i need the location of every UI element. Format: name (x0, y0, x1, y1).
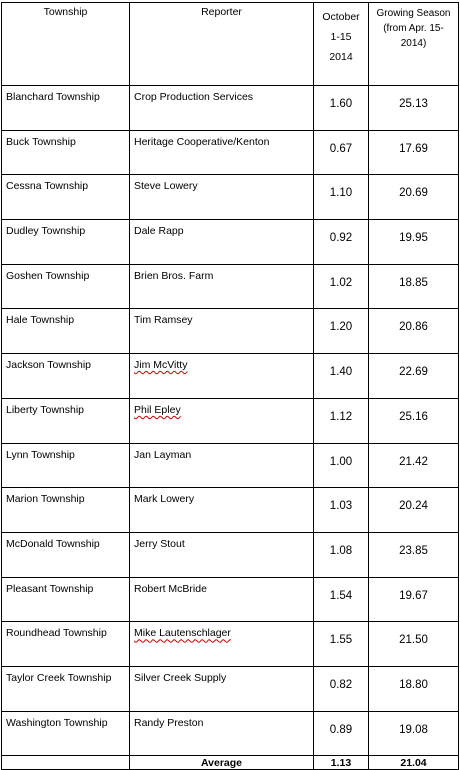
reporter-cell: Jerry Stout (130, 532, 314, 577)
season-header-line2: (from Apr. 15- (383, 23, 444, 34)
average-label: Average (130, 756, 314, 770)
table-row (2, 354, 459, 399)
season-cell: 20.86 (369, 309, 459, 354)
reporter-text: Mike Lautenschlager (134, 627, 231, 640)
average-season: 21.04 (369, 756, 459, 770)
reporter-text: Jim McVitty (134, 359, 188, 372)
october-header-line1: October (322, 11, 360, 23)
season-cell: 18.80 (369, 666, 459, 711)
average-row (2, 756, 459, 770)
october-header-line2: 1-15 (330, 31, 352, 43)
season-cell: 21.42 (369, 443, 459, 488)
table-row (2, 309, 459, 354)
table-row (2, 130, 459, 175)
october-cell: 1.03 (314, 488, 369, 533)
october-cell: 1.00 (314, 443, 369, 488)
township-cell: Taylor Creek Township (2, 666, 130, 711)
table-row (2, 398, 459, 443)
season-cell: 22.69 (369, 354, 459, 399)
reporter-header-text: Reporter (201, 6, 242, 18)
township-cell: Washington Township (2, 711, 130, 756)
table-row (2, 443, 459, 488)
reporter-cell: Robert McBride (130, 577, 314, 622)
reporter-cell: Tim Ramsey (130, 309, 314, 354)
township-cell: Cessna Township (2, 175, 130, 220)
october-cell: 1.60 (314, 86, 369, 131)
reporter-cell (130, 354, 314, 399)
township-header-text: Township (43, 6, 88, 18)
township-cell: Buck Township (2, 130, 130, 175)
township-cell: Pleasant Township (2, 577, 130, 622)
reporter-text: Phil Epley (134, 403, 181, 416)
table-row (2, 577, 459, 622)
reporter-cell: Randy Preston (130, 711, 314, 756)
header-row (2, 3, 459, 86)
season-header (369, 3, 459, 86)
township-cell: Dudley Township (2, 220, 130, 265)
october-cell: 1.08 (314, 532, 369, 577)
reporter-cell (130, 398, 314, 443)
reporter-cell: Mark Lowery (130, 488, 314, 533)
reporter-cell (130, 622, 314, 667)
reporter-cell: Dale Rapp (130, 220, 314, 265)
table-row (2, 488, 459, 533)
township-cell: Liberty Township (2, 398, 130, 443)
township-header (2, 3, 130, 86)
october-cell: 1.20 (314, 309, 369, 354)
october-cell: 1.40 (314, 354, 369, 399)
reporter-header (130, 3, 314, 86)
october-cell: 1.54 (314, 577, 369, 622)
table-row (2, 666, 459, 711)
township-cell: Hale Township (2, 309, 130, 354)
township-cell: Goshen Township (2, 264, 130, 309)
season-cell: 19.95 (369, 220, 459, 265)
season-header-line1: Growing Season (376, 8, 451, 19)
township-cell: McDonald Township (2, 532, 130, 577)
table-row (2, 622, 459, 667)
season-cell: 23.85 (369, 532, 459, 577)
season-cell: 20.69 (369, 175, 459, 220)
table-row (2, 532, 459, 577)
october-header (314, 3, 369, 86)
table-row (2, 86, 459, 131)
october-header-line3: 2014 (329, 51, 353, 63)
season-header-line3: 2014) (400, 38, 427, 49)
season-cell: 17.69 (369, 130, 459, 175)
average-spacer-cell (2, 756, 130, 770)
reporter-cell: Brien Bros. Farm (130, 264, 314, 309)
table-row (2, 220, 459, 265)
township-cell: Jackson Township (2, 354, 130, 399)
township-cell: Lynn Township (2, 443, 130, 488)
reporter-cell: Steve Lowery (130, 175, 314, 220)
season-cell: 18.85 (369, 264, 459, 309)
october-cell: 0.67 (314, 130, 369, 175)
october-cell: 0.89 (314, 711, 369, 756)
october-cell: 1.55 (314, 622, 369, 667)
table-row (2, 711, 459, 756)
reporter-cell: Heritage Cooperative/Kenton (130, 130, 314, 175)
october-cell: 0.92 (314, 220, 369, 265)
township-cell: Blanchard Township (2, 86, 130, 131)
october-cell: 1.12 (314, 398, 369, 443)
october-cell: 1.02 (314, 264, 369, 309)
season-cell: 19.67 (369, 577, 459, 622)
season-cell: 20.24 (369, 488, 459, 533)
rainfall-table (1, 2, 459, 770)
township-cell: Roundhead Township (2, 622, 130, 667)
reporter-cell: Crop Production Services (130, 86, 314, 131)
table-row (2, 175, 459, 220)
average-october: 1.13 (314, 756, 369, 770)
season-cell: 19.08 (369, 711, 459, 756)
season-cell: 25.13 (369, 86, 459, 131)
table-row (2, 264, 459, 309)
township-cell: Marion Township (2, 488, 130, 533)
october-cell: 0.82 (314, 666, 369, 711)
season-cell: 21.50 (369, 622, 459, 667)
season-cell: 25.16 (369, 398, 459, 443)
october-cell: 1.10 (314, 175, 369, 220)
reporter-cell: Jan Layman (130, 443, 314, 488)
reporter-cell: Silver Creek Supply (130, 666, 314, 711)
